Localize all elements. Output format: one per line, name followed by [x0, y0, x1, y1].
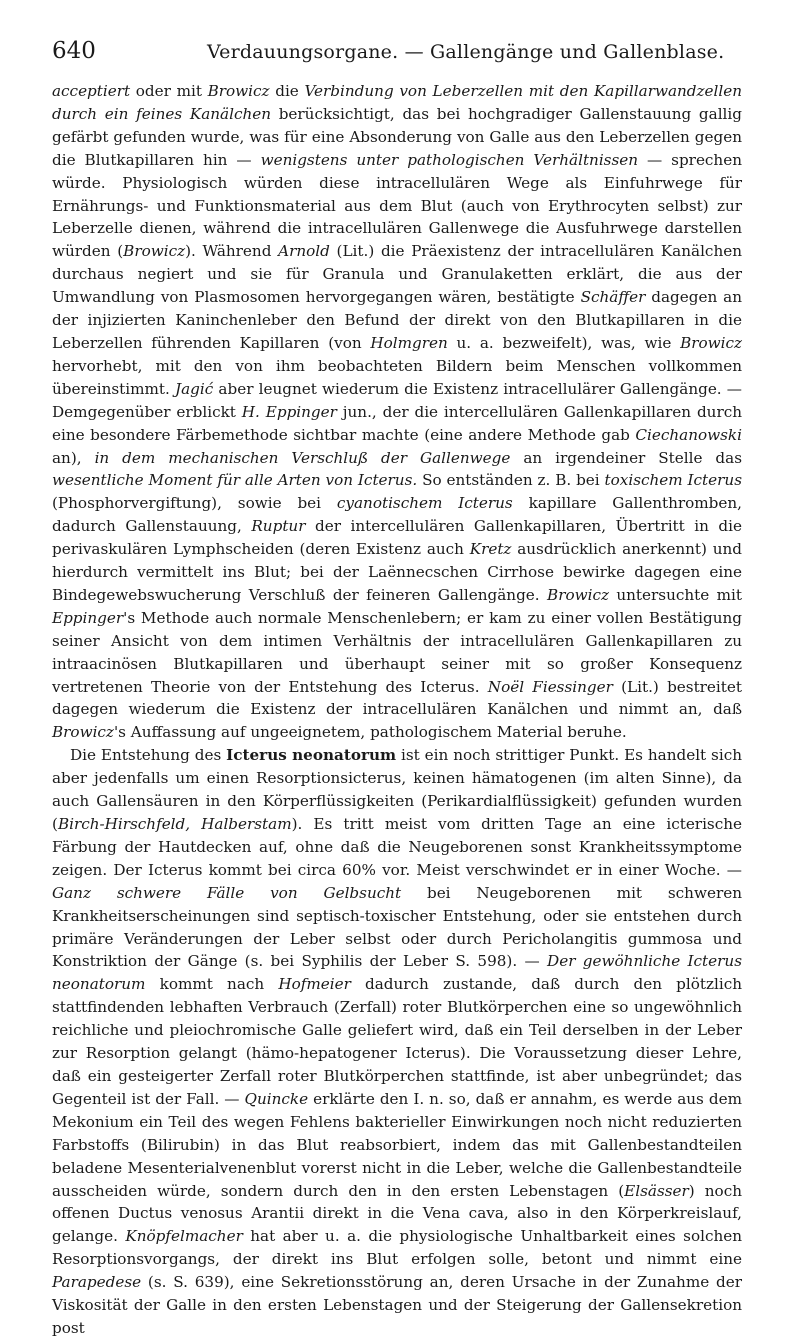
- italic-run: Browicz: [547, 585, 609, 604]
- text-run: jun., der die intercellulären Gallenkapillaren durch eine besondere Färbemethode sichtbar machte (eine andere Methode gab: [52, 402, 742, 444]
- text-run: an),: [52, 448, 95, 467]
- italic-run: Browicz: [123, 242, 186, 261]
- page-number: 640: [52, 38, 96, 64]
- italic-run: Browicz: [207, 82, 270, 100]
- italic-run: acceptiert: [52, 82, 131, 100]
- italic-run: Holmgren: [370, 333, 448, 352]
- text-run: aber leugnet wiederum die Existenz intracellulärer Gallengänge. — Demgegenüber erblickt: [52, 379, 742, 421]
- italic-run: wenigstens unter pathologischen Verhältnissen: [260, 150, 639, 169]
- text-run: — sprechen würde. Physiologisch würden diese intracellulären Wege als Einfuhrwege für Ernährungs- und Funktionsmaterial aus dem Blut (auch von Erythrocyten selbst) zur Leberzelle dienen, während die intracellulären Gallenwege die Ausfuhrwege darstellen würden (: [52, 150, 742, 261]
- italic-run: wesentliche Moment für alle Arten von Icterus.: [52, 471, 418, 490]
- text-run: So entständen z. B. bei: [417, 471, 605, 490]
- text-run: u. a. bezweifelt), was, wie: [447, 333, 681, 352]
- paragraph-continued: [52, 80, 742, 744]
- text-run: 's Auffassung auf ungeeignetem, pathologischem Material beruhe.: [113, 723, 627, 742]
- text-run: kommt nach: [145, 975, 279, 994]
- text-run: Die Entstehung des: [70, 746, 227, 765]
- italic-run: Ganz schwere Fälle von Gelbsucht: [52, 883, 402, 902]
- italic-run: Schäffer: [580, 288, 646, 307]
- italic-run: Knöpfelmacher: [125, 1227, 243, 1246]
- text-run: hervorhebt, mit den von ihm beobachteten Bildern beim Menschen vollkommen übereinstimmt.: [52, 356, 742, 398]
- text-run: oder mit: [130, 82, 208, 100]
- italic-run: Verbindung von Leberzellen mit den Kapillarwandzellen durch ein feines Kanälchen: [52, 82, 742, 123]
- text-run: die: [269, 82, 305, 100]
- italic-run: Birch-Hirschfeld, Halberstam: [57, 815, 292, 833]
- italic-run: Eppinger: [52, 608, 124, 627]
- text-run: (Phosphorvergiftung), sowie bei: [52, 494, 337, 513]
- text-run: dadurch zustande, daß durch den plötzlich stattfindenden lebhaften Verbrauch (Zerfall) roter Blutkörperchen eine so ungewöhnlich reichliche und pleiochromische Galle geliefert wird, daß ein Teil derselben in der Leber zur Resorption gelangt (hämo-hepatogener Icterus). Die Voraussetzung dieser Lehre, daß ein gesteigerter Zerfall roter Blutkörperchen stattfinde, ist aber unbegründet; das Gegenteil ist der Fall. —: [52, 975, 742, 1108]
- bold-run: Icterus neonatorum: [226, 746, 397, 765]
- italic-run: Ciechanowski: [635, 425, 742, 444]
- italic-run: Ruptur: [251, 517, 306, 536]
- running-head: [52, 0, 742, 70]
- text-run: (Lit.) die Präexistenz der intracellulären Kanälchen durchaus negiert und sie für Granula und Granulaketten erklärt, die aus der Umwandlung von Plasmosomen hervorgegangen wären, bestätigte: [52, 242, 742, 307]
- text-run: ist ein noch strittiger Punkt. Es handelt sich aber jedenfalls um einen Resorptionsicterus, keinen hämatogenen (im alten Sinne), da auch Gallensäuren in den Körperflüssigkeiten (Perikardialflüssigkeit) gefunden wurden (: [52, 746, 742, 833]
- text-run: 's Methode auch normale Menschenlebern; er kam zu einer vollen Bestätigung seiner Ansicht von dem intimen Verhältnis der intracellulären Gallenkapillaren zu intraacinösen Blutkapillaren und überhaupt seiner mit so großer Konsequenz vertretenen Theorie von der Entstehung des Icterus.: [52, 608, 742, 696]
- italic-run: H. Eppinger: [241, 402, 337, 421]
- italic-run: Arnold: [278, 242, 330, 261]
- text-run: ) noch offenen Ductus venosus Arantii direkt in die Vena cava, also in den Körperkreislauf, gelange.: [52, 1181, 742, 1246]
- text-run: (Lit.) bestreitet dagegen wiederum die Existenz der intracellulären Kanälchen und nimmt an, daß: [52, 677, 742, 719]
- text-run: ). Es tritt meist vom dritten Tage an eine icterische Färbung der Hautdecken auf, ohne daß die Neugeborenen sonst Krankheitssymptome zeigen. Der Icterus kommt bei circa 60% vor. Meist verschwindet er in einer Woche. —: [52, 815, 742, 879]
- italic-run: Browicz: [680, 333, 743, 352]
- italic-run: Hofmeier: [278, 975, 351, 994]
- italic-run: Elsässer: [624, 1181, 689, 1200]
- running-title: Verdauungsorgane. — Gallengänge und Gallenblase.: [207, 41, 725, 63]
- italic-run: toxischem Icterus: [604, 471, 742, 490]
- italic-run: Parapedese: [52, 1273, 142, 1292]
- text-run: untersuchte mit: [608, 585, 743, 604]
- italic-run: in dem mechanischen Verschluß der Gallenwege: [94, 448, 511, 467]
- text-run: hat aber u. a. die physiologische Unhaltbarkeit eines solchen Resorptionsvorgangs, der direkt ins Blut erfolgen solle, betont und nimmt eine: [52, 1227, 742, 1269]
- text-run: an irgendeiner Stelle das: [510, 448, 743, 467]
- paragraph-icterus-neonatorum: [52, 744, 742, 1340]
- body-text: [52, 80, 742, 1340]
- text-run: der intercellulären Gallenkapillaren, Übertritt in die perivaskulären Lymphscheiden (deren Existenz auch: [52, 517, 742, 559]
- text-run: ). Während: [185, 242, 279, 261]
- text-run: berücksichtigt, das bei hochgradiger Gallenstauung gallig gefärbt gefunden wurde, was für eine Absonderung von Galle aus den Leberzellen gegen die Blutkapillaren hin —: [52, 104, 742, 169]
- text-run: erklärte den I. n. so, daß er annahm, es werde aus dem Mekonium ein Teil des wegen Fehlens bakterieller Einwirkungen noch nicht reduzierten Farbstoffs (Bilirubin) in das Blut reabsorbiert, indem das mit Gallenbestandteilen beladene Mesenterialvenenblut vorerst nicht in die Leber, welche die Gallenbestandteile ausscheiden würde, sondern durch den in den ersten Lebenstagen (: [52, 1089, 742, 1200]
- italic-run: Browicz: [52, 723, 114, 742]
- italic-run: Noël Fiessinger: [487, 677, 613, 696]
- text-run: bei Neugeborenen mit schweren Krankheitserscheinungen sind septisch-toxischer Entstehung, oder sie entstehen durch primäre Veränderungen der Leber selbst oder durch Pericholangitis gummosa und Konstriktion der Gänge (s. bei Syphilis der Leber S. 598). —: [52, 883, 742, 971]
- text-run: ausdrücklich anerkennt) und hierdurch vermittelt ins Blut; bei der Laënnecschen Cirrhose bewirke dagegen eine Bindegewebswucherung Verschluß der feineren Gallengänge.: [52, 540, 742, 604]
- italic-run: Jagić: [175, 379, 214, 398]
- italic-run: Der gewöhnliche Icterus neonatorum: [52, 952, 742, 994]
- text-run: kapillare Gallenthromben, dadurch Gallenstauung,: [52, 494, 742, 536]
- text-run: dagegen an der injizierten Kaninchenleber den Befund der direkt von den Blutkapillaren in die Leberzellen führenden Kapillaren (von: [52, 288, 742, 352]
- italic-run: Quincke: [244, 1089, 309, 1108]
- italic-run: Kretz: [469, 540, 512, 559]
- text-run: (s. S. 639), eine Sekretionsstörung an, deren Ursache in der Zunahme der Viskosität der Galle in den ersten Lebenstagen und der Steigerung der Gallensekretion post: [52, 1273, 742, 1337]
- italic-run: cyanotischem Icterus: [336, 494, 513, 513]
